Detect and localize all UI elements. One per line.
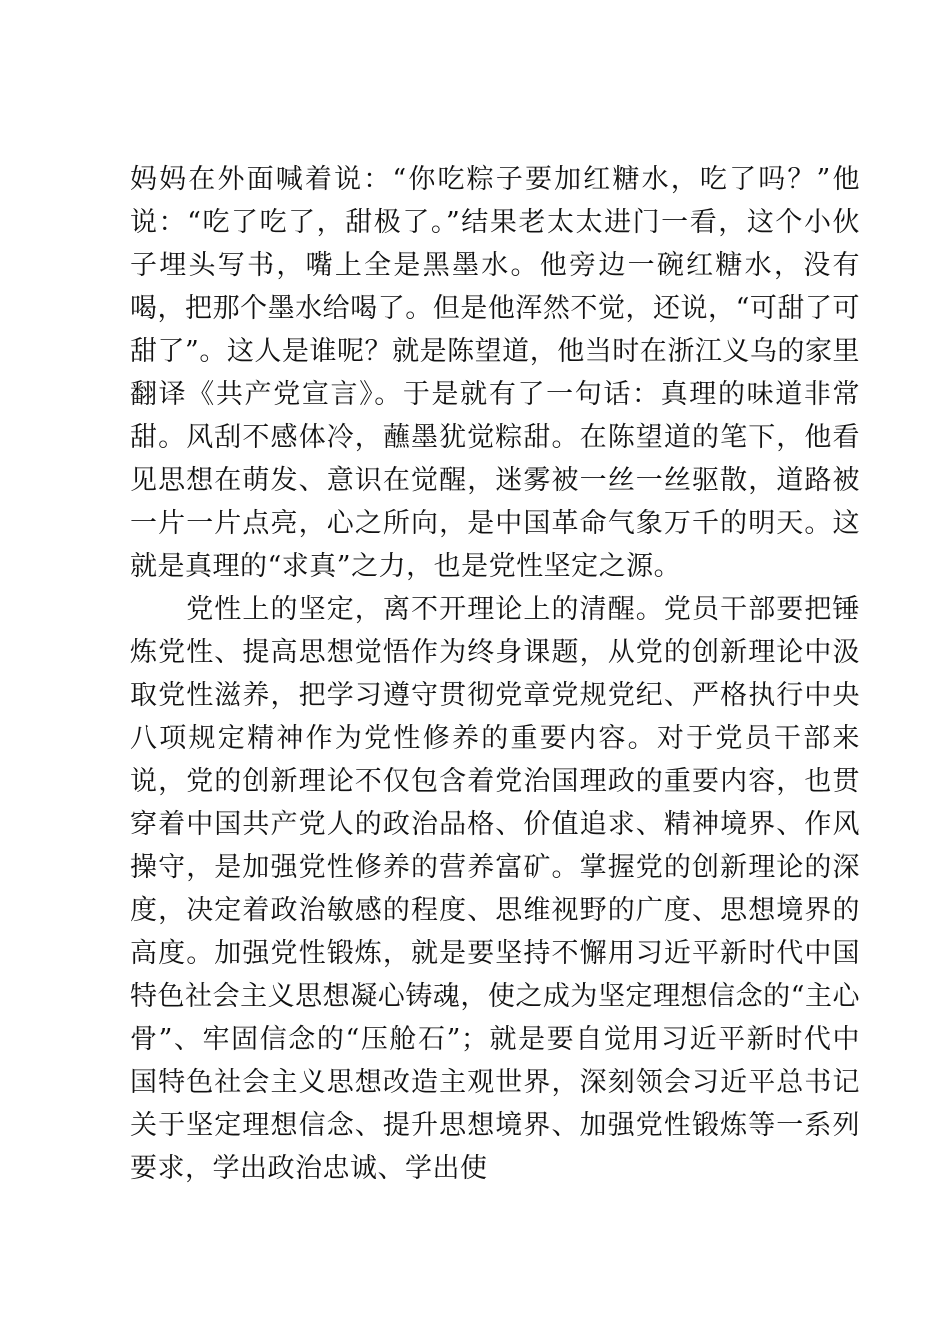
paragraph-2: 党性上的坚定，离不开理论上的清醒。党员干部要把锤炼党性、提高思想觉悟作为终身课题，从党的创新理论中汲取党性滋养，把学习遵守贯彻党章党规党纪、严格执行中央八项规定精神作为党性修养的重要内容。对于党员干部来说，党的创新理论不仅包含着党治国理政的重要内容，也贯穿着中国共产党人的政治品格、价值追求、精神境界、作风操守，是加强党性修养的营养富矿。掌握党的创新理论的深度，决定着政治敏感的程度、思维视野的广度、思想境界的高度。加强党性锻炼，就是要坚持不懈用习近平新时代中国特色社会主义思想凝心铸魂，使之成为坚定理想信念的“主心骨”、牢固信念的“压舱石”；就是要自觉用习近平新时代中国特色社会主义思想改造主观世界，深刻领会习近平总书记关于坚定理想信念、提升思想境界、加强党性锻炼等一系列要求，学出政治忠诚、学出使 <box>130 594 860 1184</box>
document-body <box>130 158 860 1190</box>
paragraph-1: 妈妈在外面喊着说：“你吃粽子要加红糖水，吃了吗？”他说：“吃了吃了，甜极了。”结果老太太进门一看，这个小伙子埋头写书，嘴上全是黑墨水。他旁边一碗红糖水，没有喝，把那个墨水给喝了。但是他浑然不觉，还说，“可甜了可甜了”。这人是谁呢？就是陈望道，他当时在浙江义乌的家里翻译《共产党宣言》。于是就有了一句话：真理的味道非常甜。风刮不感体冷，蘸墨犹觉粽甜。在陈望道的笔下，他看见思想在萌发、意识在觉醒，迷雾被一丝一丝驱散，道路被一片一片点亮，心之所向，是中国革命气象万千的明天。这就是真理的“求真”之力，也是党性坚定之源。 <box>130 164 860 582</box>
